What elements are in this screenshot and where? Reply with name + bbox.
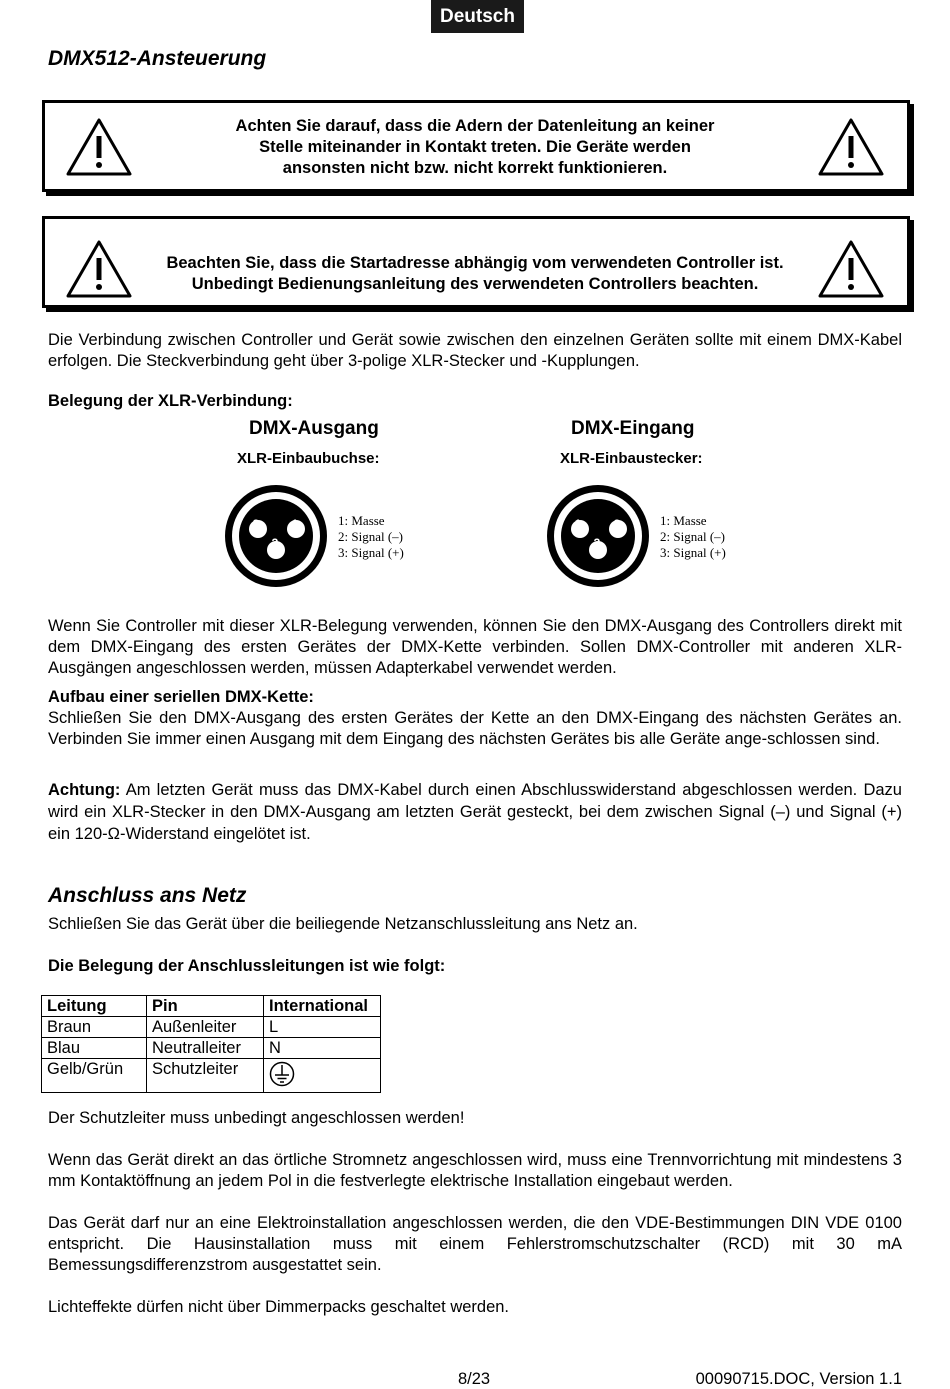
table-cell: Gelb/Grün <box>42 1059 147 1093</box>
attention-text: Am letzten Gerät muss das DMX-Kabel durch einen Abschlusswiderstand abgeschlossen werden. Dazu wird ein XLR-Stecker in den DMX-Ausgang am letzten Gerät gesteckt, bei dem zwischen Signal (–) und Signal (+) ein 120-Ω-Widerstand eingelötet ist. <box>48 781 902 843</box>
pin-number: 2 <box>252 517 260 531</box>
xlr-socket-diagram <box>219 482 333 590</box>
table-header-cell: International <box>264 996 381 1017</box>
table-cell: L <box>264 1017 381 1038</box>
table-row <box>42 1038 381 1059</box>
section-title-dmx: DMX512-Ansteuerung <box>48 47 267 70</box>
note-ground: Der Schutzleiter muss unbedingt angeschlossen werden! <box>48 1109 465 1127</box>
table-cell: Braun <box>42 1017 147 1038</box>
table-cell-ground <box>264 1059 381 1093</box>
pin-number: 3 <box>271 536 279 550</box>
table-cell: N <box>264 1038 381 1059</box>
table-cell: Schutzleiter <box>147 1059 264 1093</box>
dmx-out-subtitle: XLR-Einbaubuchse: <box>237 450 380 467</box>
warning-triangle-icon <box>65 117 133 177</box>
attention-label: Achtung: <box>48 781 121 799</box>
ground-symbol-icon <box>269 1061 295 1087</box>
dmx-out-title: DMX-Ausgang <box>249 418 379 439</box>
paragraph-attention <box>48 779 902 845</box>
table-row <box>42 1017 381 1038</box>
table-row <box>42 1059 381 1093</box>
table-header-cell: Leitung <box>42 996 147 1017</box>
table-header-row <box>42 996 381 1017</box>
warning-triangle-icon <box>817 239 885 299</box>
paragraph-disconnect: Wenn das Gerät direkt an das örtliche Stromnetz angeschlossen wird, muss eine Trennvorrichtung mit mindestens 3 mm Kontaktöffnung an jedem Pol in die festverlegte elektrische Installation eingebaut werden. <box>48 1151 902 1190</box>
table-cell: Neutralleiter <box>147 1038 264 1059</box>
table-cell: Blau <box>42 1038 147 1059</box>
pin-number: 2 <box>613 517 621 531</box>
chain-heading: Aufbau einer seriellen DMX-Kette: <box>48 688 314 706</box>
language-tag: Deutsch <box>431 0 524 33</box>
doc-version: 00090715.DOC, Version 1.1 <box>695 1370 902 1388</box>
paragraph-power-intro: Schließen Sie das Gerät über die beiliegende Netzanschlussleitung ans Netz an. <box>48 915 638 933</box>
dmx-in-subtitle: XLR-Einbaustecker: <box>560 450 703 467</box>
warning-line: Achten Sie darauf, dass die Adern der Datenleitung an keiner <box>235 117 715 135</box>
pin-legend-in: 1: Masse 2: Signal (–) 3: Signal (+) <box>660 513 726 560</box>
dmx-in-title: DMX-Eingang <box>571 418 695 439</box>
pin-number: 1 <box>574 517 582 531</box>
warning-triangle-icon <box>65 239 133 299</box>
chain-block <box>48 687 902 750</box>
paragraph-adapter: Wenn Sie Controller mit dieser XLR-Belegung verwenden, können Sie den DMX-Ausgang des Controllers direkt mit dem DMX-Eingang des ersten Gerätes der DMX-Kette verbinden. Sollen DMX-Controller mit anderen XLR-Ausgängen angeschlossen werden, müssen Adapterkabel verwendet werden. <box>48 617 902 677</box>
pin-legend-out: 1: Masse 2: Signal (–) 3: Signal (+) <box>338 513 404 560</box>
table-header-cell: Pin <box>147 996 264 1017</box>
xlr-heading: Belegung der XLR-Verbindung: <box>48 392 293 410</box>
pin-number: 3 <box>593 536 601 550</box>
paragraph-vde: Das Gerät darf nur an eine Elektroinstallation angeschlossen werden, die den VDE-Bestimmungen DIN VDE 0100 entspricht. Die Hausinstallation muss mit einem Fehlerstromschutzschalter (RCD) mit 30 mA Bemessungsdifferenzstrom ausgestattet sein. <box>48 1214 902 1274</box>
paragraph-dimmer: Lichteffekte dürfen nicht über Dimmerpacks geschaltet werden. <box>48 1298 510 1316</box>
table-heading: Die Belegung der Anschlussleitungen ist wie folgt: <box>48 957 446 975</box>
wiring-table <box>41 995 381 1093</box>
warning-triangle-icon <box>817 117 885 177</box>
chain-text: Schließen Sie den DMX-Ausgang des ersten Gerätes der Kette an den DMX-Eingang des nächsten Gerätes an. Verbinden Sie immer einen Ausgang mit dem Eingang des nächsten Gerätes bis alle Geräte ange-schlossen sind. <box>48 709 902 748</box>
paragraph-intro: Die Verbindung zwischen Controller und Gerät sowie zwischen den einzelnen Geräten sollte mit einem DMX-Kabel erfolgen. Die Steckverbindung geht über 3-polige XLR-Stecker und -Kupplungen. <box>48 331 902 370</box>
warning-line: ansonsten nicht bzw. nicht korrekt funktionieren. <box>282 159 668 177</box>
warning-line: Stelle miteinander in Kontakt treten. Die Geräte werden <box>259 138 691 156</box>
pin-number: 1 <box>291 517 299 531</box>
table-cell: Außenleiter <box>147 1017 264 1038</box>
warning-box-data-line <box>42 100 910 192</box>
warning-line: Unbedingt Bedienungsanleitung des verwendeten Controllers beachten. <box>191 275 759 293</box>
section-title-power: Anschluss ans Netz <box>48 884 247 907</box>
page-number: 8/23 <box>458 1370 491 1388</box>
xlr-plug-diagram <box>541 482 655 590</box>
warning-box-start-address <box>42 216 910 308</box>
warning-line: Beachten Sie, dass die Startadresse abhängig vom verwendeten Controller ist. <box>166 254 784 272</box>
